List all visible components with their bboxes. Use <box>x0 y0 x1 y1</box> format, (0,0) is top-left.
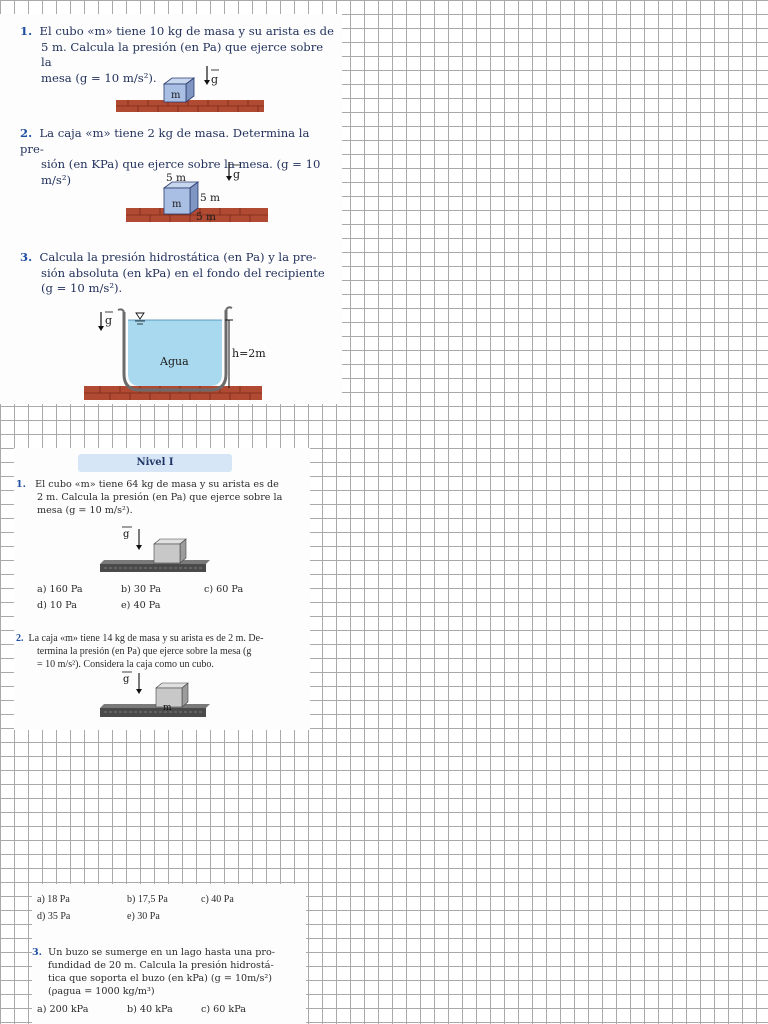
block-label: m <box>163 703 172 713</box>
options-q1-row2 <box>37 600 160 611</box>
options-q1-row1 <box>37 584 243 595</box>
question-number: 1. <box>20 24 33 38</box>
option: d) 35 Pa <box>37 911 71 922</box>
options-q2-row2 <box>37 911 160 922</box>
cube-label: m <box>171 90 181 101</box>
question-1-mid <box>16 478 306 517</box>
option: e) 30 Pa <box>127 911 160 922</box>
question-line: termina la presión (en Pa) que ejerce sobre la mesa (g <box>37 646 252 657</box>
question-line: Calcula la presión hidrostática (en Pa) y la pre- <box>39 250 317 264</box>
slab <box>100 708 206 717</box>
question-number: 3. <box>20 250 33 264</box>
height-label: h=2m <box>232 347 266 360</box>
question-number: 1. <box>16 479 27 490</box>
options-q2-row1 <box>37 894 234 905</box>
question-line: mesa (g = 10 m/s²). <box>37 505 133 516</box>
level-banner: Nivel I <box>78 454 232 472</box>
side-edge-label: 5 m <box>200 192 220 204</box>
question-line: El cubo «m» tiene 64 kg de masa y su arista es de <box>35 479 279 490</box>
option: a) 18 Pa <box>37 894 70 905</box>
option: c) 40 Pa <box>201 894 234 905</box>
gravity-label: g <box>233 168 241 181</box>
gravity-label: g <box>211 73 219 86</box>
figure-block-on-slab-2 <box>96 668 216 724</box>
question-line: (ρagua = 1000 kg/m³) <box>48 986 155 997</box>
option: b) 40 kPa <box>127 1004 173 1015</box>
top-edge-label: 5 m <box>166 172 186 184</box>
question-line: fundidad de 20 m. Calcula la presión hidrostá- <box>48 960 274 971</box>
surface-marker-icon <box>136 313 144 319</box>
question-2-mid <box>16 632 308 671</box>
option: c) 60 kPa <box>201 1004 246 1015</box>
question-line: tica que soporta el buzo (en kPa) (g = 10m/s²) <box>48 973 273 984</box>
option: e) 40 Pa <box>121 600 161 611</box>
fluid-label: Agua <box>160 355 189 368</box>
figure-block-on-slab-1 <box>96 522 216 578</box>
question-line: mesa (g = 10 m/s²). <box>41 70 157 85</box>
question-number: 2. <box>20 126 33 140</box>
figure-cube-on-table-2 <box>126 160 276 230</box>
figure-cube-on-table-1 <box>116 64 266 116</box>
option: d) 10 Pa <box>37 600 77 611</box>
question-line: sión absoluta (en kPa) en el fondo del recipiente <box>41 265 325 280</box>
depth-edge-label: 5 m <box>196 211 216 223</box>
question-line: 5 m. Calcula la presión (en Pa) que ejerce sobre la <box>41 39 324 69</box>
option: b) 17,5 Pa <box>127 894 168 905</box>
water-body <box>128 320 222 386</box>
question-number: 2. <box>16 633 24 644</box>
question-number: 3. <box>32 947 43 958</box>
options-q3-row1 <box>37 1004 246 1015</box>
question-line: Un buzo se sumerge en un lago hasta una pro- <box>48 947 276 958</box>
question-line: = 10 m/s²). Considera la caja como un cubo. <box>37 659 214 670</box>
question-line: (g = 10 m/s²). <box>41 281 123 295</box>
question-3-bottom <box>32 946 304 998</box>
question-line: sión (en KPa) que ejerce sobre la mesa. (g = 10 m/s²) <box>41 157 321 187</box>
option: c) 60 Pa <box>204 584 244 595</box>
question-3-top <box>20 250 336 297</box>
option: a) 200 kPa <box>37 1004 89 1015</box>
question-line: El cubo «m» tiene 10 kg de masa y su arista es de <box>39 24 334 38</box>
question-line: La caja «m» tiene 2 kg de masa. Determina la pre- <box>20 126 310 156</box>
question-line: La caja «m» tiene 14 kg de masa y su arista es de 2 m. De- <box>28 633 264 644</box>
option: a) 160 Pa <box>37 584 83 595</box>
box-label: m <box>172 199 182 210</box>
figure-water-container <box>84 304 274 404</box>
question-line: 2 m. Calcula la presión (en Pa) que ejerce sobre la <box>37 492 283 503</box>
block <box>154 544 180 563</box>
gravity-label: g <box>105 314 113 327</box>
option: b) 30 Pa <box>121 584 161 595</box>
gravity-label: g <box>123 529 130 540</box>
gravity-label: g <box>123 674 130 685</box>
